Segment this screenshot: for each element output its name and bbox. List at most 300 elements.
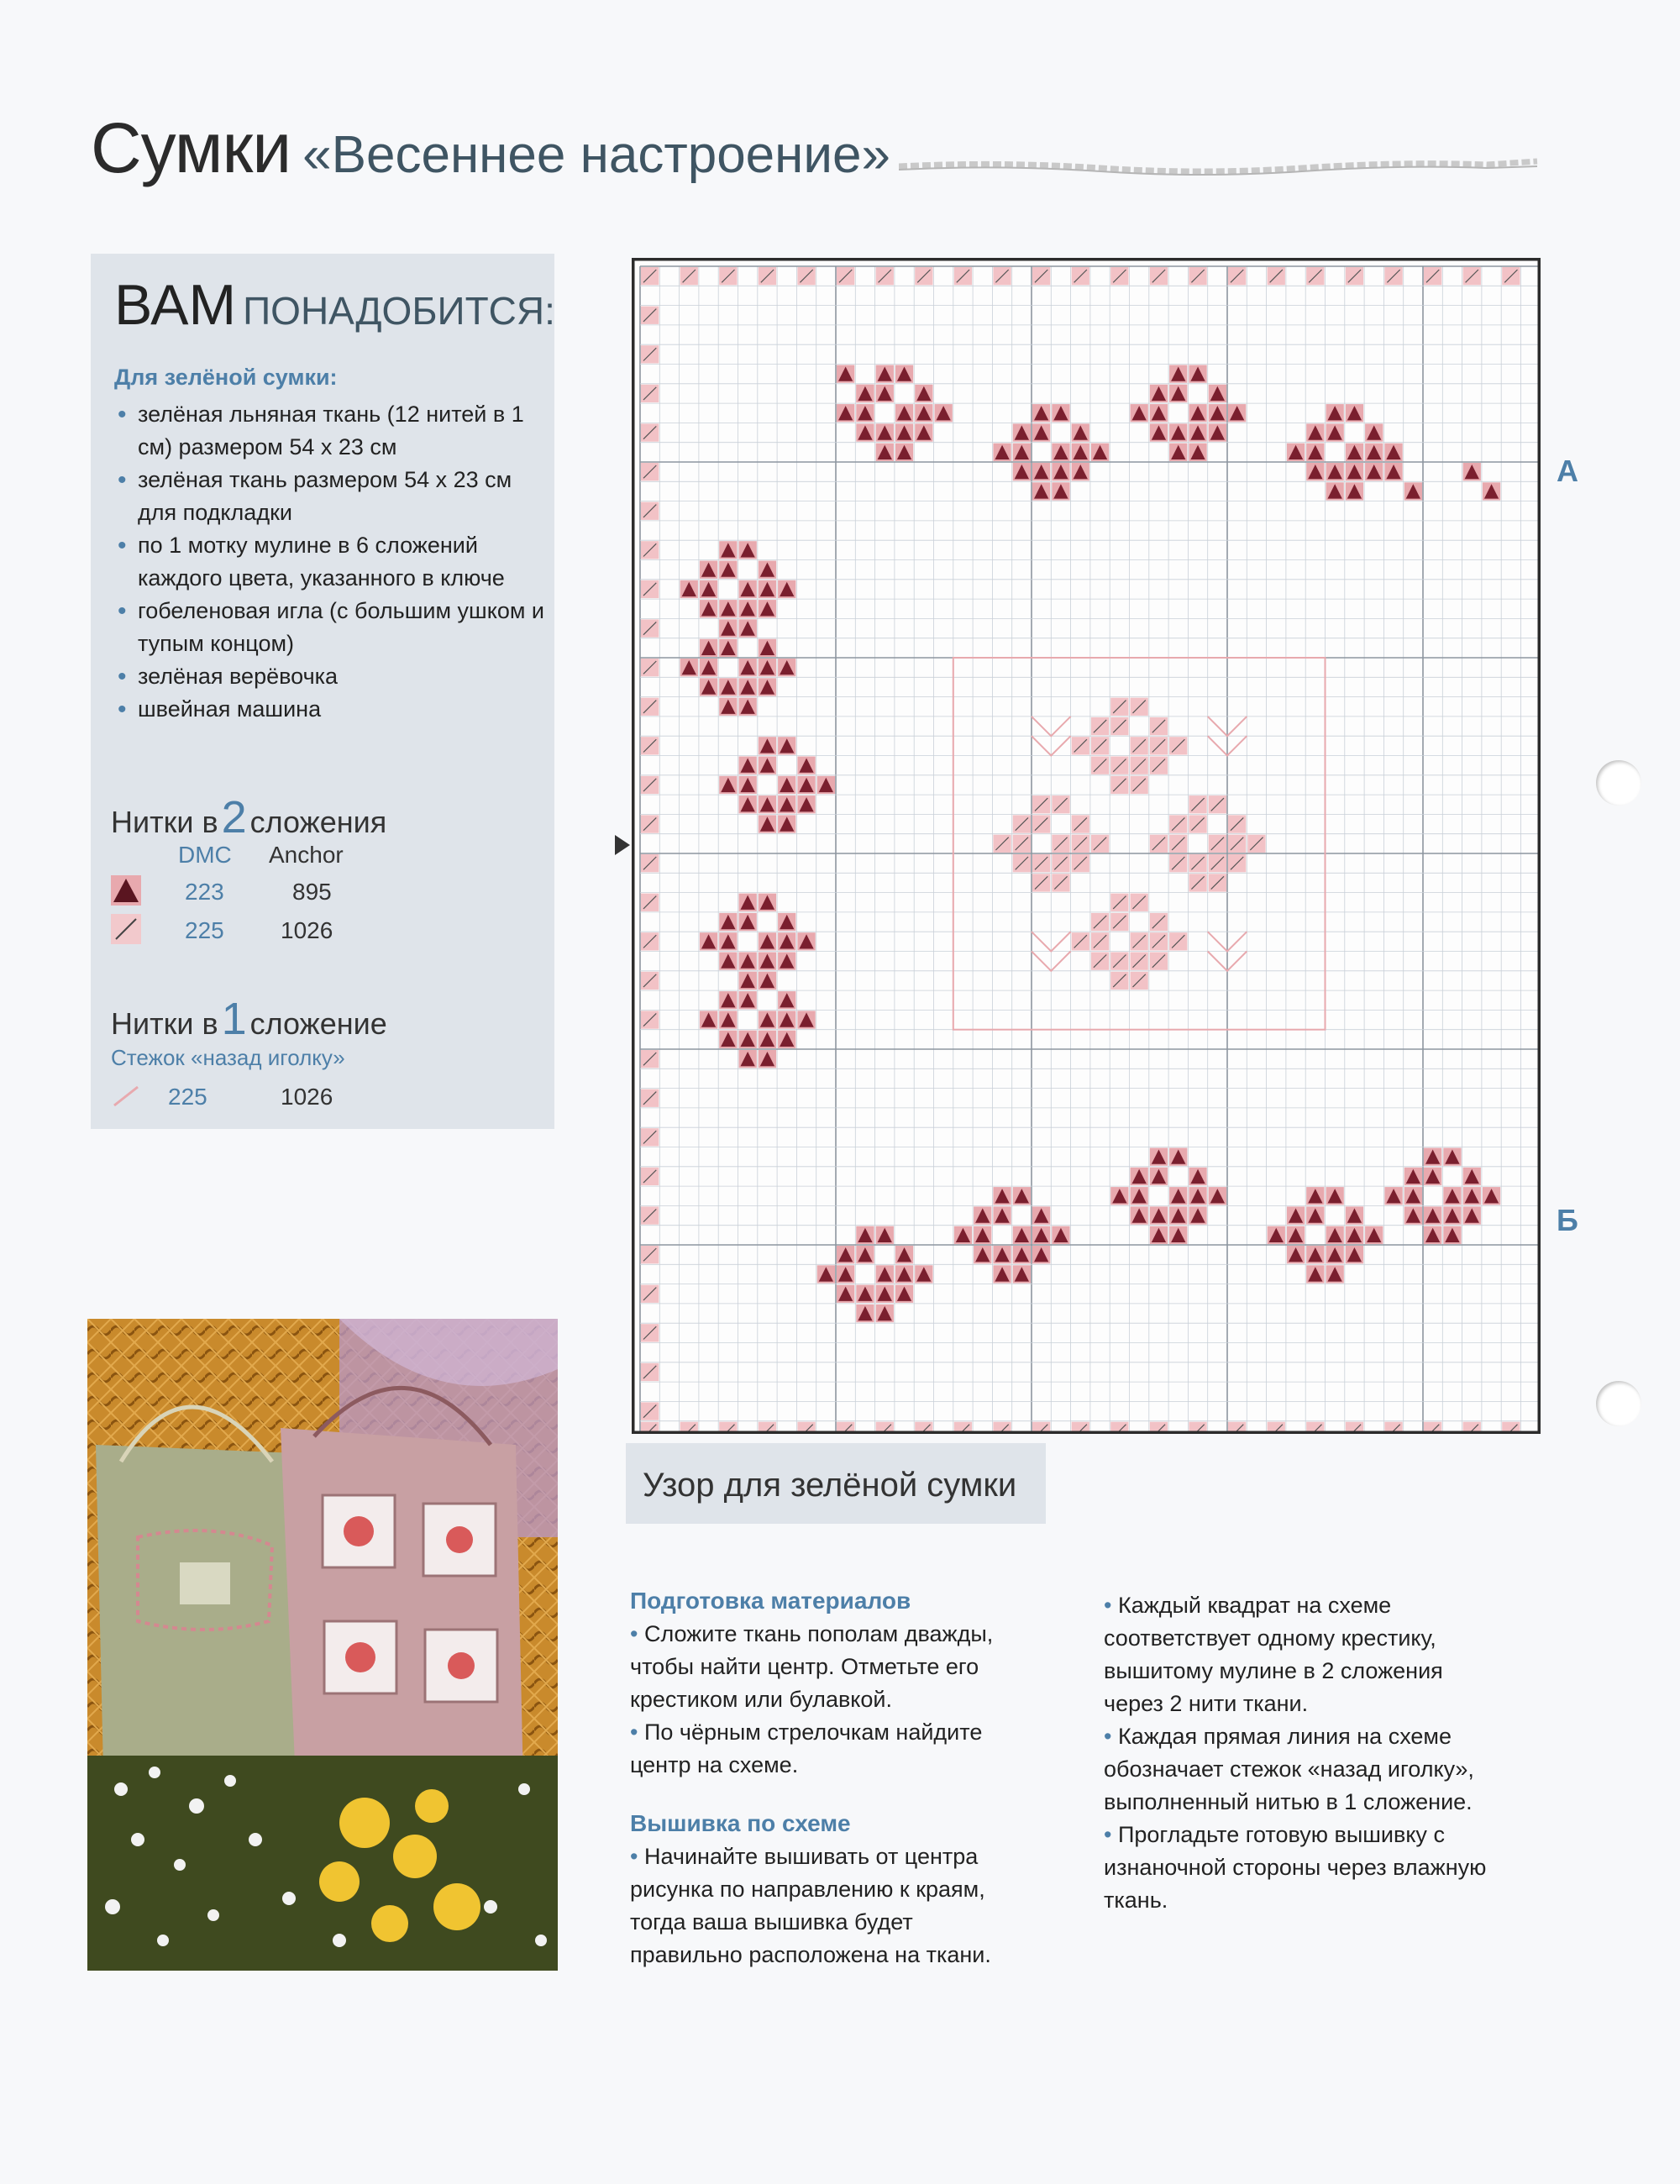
dark-stitch: [719, 991, 737, 1009]
dark-stitch: [1110, 1187, 1128, 1205]
pink-stitch: [915, 267, 932, 285]
dark-stitch: [759, 561, 776, 579]
dark-stitch: [1443, 1187, 1461, 1205]
materials-heading-big: ВАМ: [114, 273, 237, 337]
dark-stitch: [915, 404, 932, 422]
pink-stitch: [1091, 932, 1109, 950]
pink-stitch: [876, 267, 894, 285]
pink-stitch: [1169, 854, 1187, 872]
dark-stitch: [797, 776, 815, 794]
dark-stitch: [759, 953, 776, 970]
dark-stitch: [1443, 1226, 1461, 1244]
dark-stitch: [1365, 423, 1383, 441]
instructions-embroidery-heading: Вышивка по схеме: [630, 1810, 851, 1836]
dark-stitch: [876, 444, 894, 461]
pink-stitch: [1189, 874, 1206, 891]
pink-stitch: [641, 307, 659, 324]
instructions-paragraph: • Сложите ткань пополам дважды, чтобы найти центр. Отметьте его крестиком или булавкой.: [630, 1621, 994, 1712]
dark-stitch: [1306, 1206, 1324, 1224]
dark-stitch: [739, 541, 757, 559]
dark-stitch: [759, 972, 776, 990]
dark-stitch: [719, 913, 737, 931]
pink-stitch: [1072, 737, 1089, 754]
dark-stitch: [719, 698, 737, 716]
slash-symbol-icon: [111, 914, 141, 944]
dark-stitch: [739, 894, 757, 911]
pink-stitch: [1131, 972, 1148, 990]
instructions-prep-item: По чёрным стрелочкам найдите центр на схеме.: [630, 1719, 983, 1777]
dark-stitch: [1169, 1226, 1187, 1244]
dark-stitch: [856, 1246, 874, 1263]
pink-stitch: [1150, 835, 1168, 853]
dark-stitch: [1346, 444, 1363, 461]
column-dmc: DMC: [178, 842, 232, 868]
pink-stitch: [641, 932, 659, 950]
column-anchor: Anchor: [269, 842, 344, 868]
dark-stitch: [1013, 1246, 1031, 1263]
pink-stitch: [1169, 737, 1187, 754]
dark-stitch: [759, 815, 776, 832]
pink-stitch: [641, 1246, 659, 1263]
pink-stitch: [1209, 795, 1226, 813]
dark-stitch: [759, 639, 776, 657]
pink-stitch: [1110, 972, 1128, 990]
threads-1-heading: [111, 993, 387, 1045]
dark-stitch: [837, 365, 854, 383]
dark-stitch: [1189, 1168, 1206, 1185]
dark-stitch: [1483, 482, 1500, 500]
dark-stitch: [1463, 1206, 1481, 1224]
dark-stitch: [1032, 1206, 1050, 1224]
dark-stitch: [1384, 1187, 1402, 1205]
dark-stitch: [895, 1265, 913, 1283]
pink-stitch: [641, 1050, 659, 1068]
pink-stitch: [1150, 953, 1168, 970]
pink-stitch: [1072, 932, 1089, 950]
dark-stitch: [739, 953, 757, 970]
dark-stitch: [1268, 1226, 1285, 1244]
pink-stitch: [1013, 815, 1031, 832]
pink-stitch: [641, 894, 659, 911]
threads-2-suffix: сложения: [249, 805, 387, 839]
dark-stitch: [797, 1011, 815, 1028]
pink-stitch: [1110, 757, 1128, 774]
dark-stitch: [1150, 1226, 1168, 1244]
dark-stitch: [1306, 423, 1324, 441]
dark-stitch: [1326, 423, 1344, 441]
materials-list-item: • гобеленовая игла (с большим ушком и тупым концом): [113, 595, 549, 660]
instructions-right-item: Каждая прямая линия на схеме обозначает стежок «назад иголку», выполненный нитью в 1 сложение.: [1104, 1724, 1474, 1814]
threads-2-prefix: Нитки в: [111, 805, 218, 839]
dark-stitch: [1032, 1226, 1050, 1244]
pink-stitch: [1091, 717, 1109, 735]
dark-stitch: [1287, 1226, 1305, 1244]
pink-stitch: [1091, 835, 1109, 853]
pink-stitch: [1131, 776, 1148, 794]
pink-stitch: [993, 267, 1011, 285]
instructions-paragraph: • Начинайте вышивать от центра рисунка по направлению к краям, тогда ваша вышивка будет правильно расположена на ткани.: [630, 1844, 991, 1967]
pink-stitch: [1052, 795, 1069, 813]
dark-stitch: [759, 580, 776, 598]
dark-stitch: [1032, 423, 1050, 441]
dark-stitch: [700, 932, 717, 950]
pink-stitch: [680, 267, 698, 285]
dark-stitch: [1228, 404, 1246, 422]
dark-stitch: [778, 776, 795, 794]
dark-stitch: [993, 1206, 1011, 1224]
pink-stitch: [641, 854, 659, 872]
dark-stitch: [778, 659, 795, 676]
dark-stitch: [876, 385, 894, 402]
dark-stitch: [1189, 1187, 1206, 1205]
dark-stitch: [778, 1011, 795, 1028]
dark-stitch: [1404, 482, 1422, 500]
dark-stitch: [680, 580, 698, 598]
threads-2-heading: [111, 791, 386, 843]
dark-stitch: [856, 423, 874, 441]
instructions-right-item: Каждый квадрат на схеме соответствует одному крестику, вышитому мулине в 2 сложения через 2 нити ткани.: [1104, 1593, 1443, 1716]
pink-stitch: [641, 463, 659, 480]
dark-stitch: [1404, 1168, 1422, 1185]
dark-stitch: [1306, 463, 1324, 480]
dark-stitch: [1052, 482, 1069, 500]
dark-stitch: [700, 639, 717, 657]
pink-stitch: [1091, 737, 1109, 754]
materials-heading-small: ПОНАДОБИТСЯ:: [243, 289, 555, 333]
dark-stitch: [1131, 1206, 1148, 1224]
dark-stitch: [1346, 482, 1363, 500]
dark-stitch: [700, 580, 717, 598]
dark-stitch: [1013, 1226, 1031, 1244]
dark-stitch: [1346, 1246, 1363, 1263]
dark-stitch: [759, 600, 776, 617]
pink-stitch: [1131, 757, 1148, 774]
dark-stitch: [876, 1305, 894, 1322]
materials-list: [113, 398, 549, 726]
dark-stitch: [1404, 1206, 1422, 1224]
pink-stitch: [1072, 854, 1089, 872]
pink-stitch: [1110, 913, 1128, 931]
pink-stitch: [1247, 835, 1265, 853]
pink-stitch: [1091, 913, 1109, 931]
pink-stitch: [1131, 953, 1148, 970]
pink-stitch: [1228, 835, 1246, 853]
pink-stitch: [1032, 795, 1050, 813]
dark-stitch: [1326, 1187, 1344, 1205]
pink-stitch: [1072, 835, 1089, 853]
threads-1-prefix: Нитки в: [111, 1006, 218, 1041]
pink-stitch: [797, 267, 815, 285]
pink-stitch: [1189, 815, 1206, 832]
pink-stitch: [1150, 757, 1168, 774]
pink-stitch: [1091, 757, 1109, 774]
pink-stitch: [1189, 267, 1206, 285]
pink-stitch: [1169, 932, 1187, 950]
dark-stitch: [1306, 1265, 1324, 1283]
materials-list-item: • зелёная верёвочка: [113, 660, 549, 693]
backstitch-label: Стежок «назад иголку»: [111, 1045, 345, 1070]
chart-caption-box: [626, 1443, 1046, 1524]
dark-stitch: [837, 1246, 854, 1263]
pink-stitch: [1150, 737, 1168, 754]
dark-stitch: [1150, 423, 1168, 441]
pink-stitch: [1150, 913, 1168, 931]
pink-stitch: [1110, 267, 1128, 285]
pink-stitch: [954, 267, 972, 285]
dark-stitch: [1287, 1206, 1305, 1224]
dark-stitch: [1346, 1226, 1363, 1244]
pink-stitch: [1131, 698, 1148, 716]
pink-stitch: [1052, 874, 1069, 891]
dark-stitch: [759, 678, 776, 696]
pink-stitch: [1032, 874, 1050, 891]
pink-stitch: [641, 1324, 659, 1341]
pink-stitch: [641, 1206, 659, 1224]
dark-stitch: [700, 600, 717, 617]
pink-stitch: [1072, 267, 1089, 285]
dark-stitch: [1209, 423, 1226, 441]
dark-stitch: [1365, 444, 1383, 461]
dark-stitch: [974, 1246, 991, 1263]
dark-stitch: [778, 1031, 795, 1048]
pink-stitch: [1209, 835, 1226, 853]
pink-stitch: [1424, 267, 1441, 285]
dark-stitch: [974, 1226, 991, 1244]
pink-stitch: [1169, 815, 1187, 832]
dark-stitch: [856, 1305, 874, 1322]
dark-stitch: [856, 404, 874, 422]
dark-stitch: [739, 972, 757, 990]
dark-stitch: [856, 1226, 874, 1244]
materials-list-item: • швейная машина: [113, 693, 549, 726]
dark-stitch: [1443, 1206, 1461, 1224]
dark-stitch: [1013, 463, 1031, 480]
dark-stitch: [1189, 444, 1206, 461]
pink-stitch: [641, 267, 659, 285]
dark-stitch: [739, 580, 757, 598]
pink-stitch: [1110, 776, 1128, 794]
dark-stitch: [1169, 444, 1187, 461]
dark-stitch: [895, 365, 913, 383]
instructions-paragraph: • Прогладьте готовую вышивку с изнаночной стороны через влажную ткань.: [1104, 1822, 1487, 1913]
dark-stitch: [778, 795, 795, 813]
dark-stitch: [1169, 365, 1187, 383]
pink-stitch: [1110, 698, 1128, 716]
threads-2-number: 2: [221, 792, 247, 843]
dark-stitch: [935, 404, 953, 422]
pink-stitch: [1346, 267, 1363, 285]
materials-list-item: • по 1 мотку мулине в 6 сложений каждого цвета, указанного в ключе: [113, 529, 549, 595]
pink-stitch: [1209, 854, 1226, 872]
dark-stitch: [739, 991, 757, 1009]
dark-stitch: [1209, 385, 1226, 402]
pink-stitch: [1228, 815, 1246, 832]
green-bag-subtitle: Для зелёной сумки:: [114, 365, 338, 390]
dark-stitch: [1131, 1187, 1148, 1205]
pink-stitch: [1150, 932, 1168, 950]
dark-stitch: [915, 1265, 932, 1283]
dark-stitch: [1150, 1168, 1168, 1185]
key-dmc-225: 225: [185, 917, 224, 943]
dark-stitch: [719, 776, 737, 794]
dark-stitch: [1346, 404, 1363, 422]
dark-stitch: [1424, 1206, 1441, 1224]
dark-stitch: [993, 1265, 1011, 1283]
dark-stitch: [1424, 1226, 1441, 1244]
dark-stitch: [1346, 1206, 1363, 1224]
pink-stitch: [1502, 267, 1520, 285]
dark-stitch: [1072, 444, 1089, 461]
dark-stitch: [817, 776, 835, 794]
dark-stitch: [993, 1187, 1011, 1205]
dark-stitch: [1072, 423, 1089, 441]
dark-stitch: [876, 1285, 894, 1303]
dark-stitch: [1189, 365, 1206, 383]
title-main: Сумки: [91, 108, 291, 187]
dark-stitch: [1404, 1187, 1422, 1205]
dark-stitch: [778, 737, 795, 754]
pink-stitch: [1013, 835, 1031, 853]
dark-stitch: [778, 953, 795, 970]
pink-stitch: [1072, 815, 1089, 832]
pink-stitch: [1268, 267, 1285, 285]
dark-stitch: [1032, 1246, 1050, 1263]
dark-stitch: [1326, 404, 1344, 422]
dark-stitch: [1463, 463, 1481, 480]
dark-stitch: [759, 1011, 776, 1028]
dark-stitch: [1131, 404, 1148, 422]
center-arrow-icon: [615, 835, 630, 855]
threads-1-suffix: сложение: [249, 1006, 387, 1041]
dark-stitch: [895, 444, 913, 461]
chart-caption: Узор для зелёной сумки: [643, 1467, 1017, 1504]
dark-stitch: [837, 404, 854, 422]
dark-stitch: [1424, 1148, 1441, 1166]
dark-stitch: [876, 1265, 894, 1283]
dark-stitch: [1209, 404, 1226, 422]
dark-stitch: [895, 423, 913, 441]
pink-stitch: [641, 502, 659, 520]
instructions-right-column: [1104, 1589, 1499, 1917]
instructions-prep-item: Сложите ткань пополам дважды, чтобы найти центр. Отметьте его крестиком или булавкой.: [630, 1621, 994, 1712]
instructions-prep-heading: Подготовка материалов: [630, 1588, 911, 1614]
dark-stitch: [778, 580, 795, 598]
dark-stitch: [797, 795, 815, 813]
key-anchor-1026: 1026: [281, 917, 333, 943]
dark-stitch: [719, 639, 737, 657]
triangle-symbol-icon: [111, 875, 141, 906]
dark-stitch: [1091, 444, 1109, 461]
dark-stitch: [1169, 385, 1187, 402]
pink-stitch: [1306, 267, 1324, 285]
dark-stitch: [974, 1206, 991, 1224]
dark-stitch: [1463, 1168, 1481, 1185]
dark-stitch: [797, 757, 815, 774]
dark-stitch: [1365, 1226, 1383, 1244]
instructions-left-column: [630, 1588, 1025, 1971]
dark-stitch: [1326, 463, 1344, 480]
dark-stitch: [1013, 444, 1031, 461]
dark-stitch: [739, 678, 757, 696]
materials-heading: [114, 272, 555, 338]
pink-stitch: [641, 659, 659, 676]
dark-stitch: [954, 1226, 972, 1244]
dark-stitch: [719, 600, 737, 617]
dark-stitch: [1287, 444, 1305, 461]
dark-stitch: [993, 1246, 1011, 1263]
dark-stitch: [895, 1246, 913, 1263]
dark-stitch: [837, 1285, 854, 1303]
dark-stitch: [856, 1285, 874, 1303]
dark-stitch: [739, 776, 757, 794]
thread-decoration: [899, 143, 1546, 193]
dark-stitch: [759, 932, 776, 950]
dark-stitch: [719, 932, 737, 950]
dark-stitch: [1365, 463, 1383, 480]
dark-stitch: [719, 1011, 737, 1028]
dark-stitch: [1013, 1265, 1031, 1283]
backstitch-line-icon: [111, 1084, 141, 1109]
pink-stitch: [1110, 717, 1128, 735]
instructions-right-item: Прогладьте готовую вышивку с изнаночной стороны через влажную ткань.: [1104, 1822, 1487, 1913]
dark-stitch: [837, 1265, 854, 1283]
dark-stitch: [700, 659, 717, 676]
dark-stitch: [1032, 463, 1050, 480]
pink-stitch: [1131, 894, 1148, 911]
dark-stitch: [1287, 1246, 1305, 1263]
dark-stitch: [817, 1265, 835, 1283]
pink-stitch: [1052, 854, 1069, 872]
dark-stitch: [1150, 1206, 1168, 1224]
dark-stitch: [739, 698, 757, 716]
dark-stitch: [1189, 423, 1206, 441]
dark-stitch: [1189, 1206, 1206, 1224]
backstitch-anchor: 1026: [281, 1084, 333, 1110]
pink-stitch: [1189, 854, 1206, 872]
dark-stitch: [719, 953, 737, 970]
pink-stitch: [1150, 267, 1168, 285]
dark-stitch: [778, 815, 795, 832]
materials-panel: [91, 254, 554, 1129]
pink-stitch: [641, 1128, 659, 1146]
pink-stitch: [1209, 874, 1226, 891]
dark-stitch: [700, 678, 717, 696]
chart-marker-a: А: [1557, 454, 1578, 488]
pink-stitch: [1150, 717, 1168, 735]
dark-stitch: [1150, 385, 1168, 402]
pink-stitch: [1228, 267, 1246, 285]
dark-stitch: [1463, 1187, 1481, 1205]
dark-stitch: [1052, 404, 1069, 422]
pink-stitch: [641, 1363, 659, 1381]
dark-stitch: [778, 991, 795, 1009]
pink-stitch: [1131, 932, 1148, 950]
backstitch-dmc: 225: [168, 1084, 207, 1110]
pink-stitch: [641, 776, 659, 794]
dark-stitch: [719, 619, 737, 637]
dark-stitch: [759, 737, 776, 754]
dark-stitch: [778, 932, 795, 950]
pink-stitch: [1013, 854, 1031, 872]
pink-stitch: [641, 423, 659, 441]
pink-stitch: [641, 1011, 659, 1028]
dark-stitch: [876, 365, 894, 383]
pink-stitch: [641, 345, 659, 363]
pink-stitch: [1131, 737, 1148, 754]
pink-stitch: [641, 972, 659, 990]
dark-stitch: [1052, 1226, 1069, 1244]
dark-stitch: [1443, 1148, 1461, 1166]
